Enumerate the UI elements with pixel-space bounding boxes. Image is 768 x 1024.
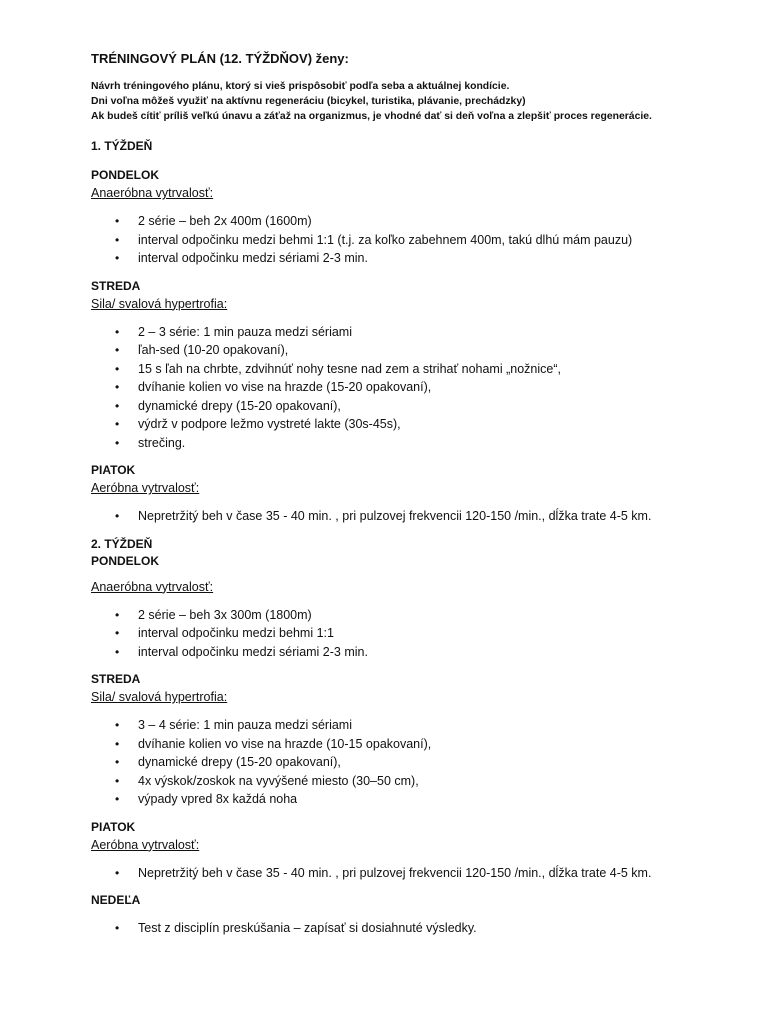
- list-item: • dynamické drepy (15-20 opakovaní),: [91, 397, 731, 416]
- list-item: • výdrž v podpore ležmo vystreté lakte (30s-45s),: [91, 415, 731, 434]
- list-item: • 2 – 3 série: 1 min pauza medzi sériami: [91, 323, 731, 342]
- intro-block: [91, 79, 731, 124]
- list-item: • 3 – 4 série: 1 min pauza medzi sériami: [91, 716, 731, 735]
- bullet-icon: •: [115, 865, 120, 880]
- week-1-monday-heading: PONDELOK: [91, 168, 160, 182]
- bullet-icon: •: [115, 435, 120, 450]
- bullet-icon: •: [115, 644, 120, 659]
- list-item: • interval odpočinku medzi sériami 2-3 min.: [91, 249, 731, 268]
- intro-line-2: Dni voľna môžeš využiť na aktívnu regeneráciu (bicykel, turistika, plávanie, prechádzky): [91, 96, 526, 107]
- bullet-icon: •: [115, 398, 120, 413]
- list-item: • 15 s ľah na chrbte, zdvihnúť nohy tesne nad zem a strihať nohami „nožnice“,: [91, 360, 731, 379]
- document-title: TRÉNINGOVÝ PLÁN (12. TÝŽDŇOV) ženy:: [91, 51, 349, 66]
- week-2-monday-list: [91, 606, 731, 662]
- week-1-friday-list: [91, 507, 731, 526]
- week-2-heading: 2. TÝŽDEŇ: [91, 536, 153, 551]
- list-item: • dynamické drepy (15-20 opakovaní),: [91, 753, 731, 772]
- bullet-icon: •: [115, 607, 120, 622]
- bullet-icon: •: [115, 626, 120, 640]
- week-1-wednesday-list: [91, 323, 731, 453]
- bullet-icon: •: [115, 324, 120, 339]
- bullet-icon: •: [115, 736, 120, 751]
- week-1-wednesday-subtitle: Sila/ svalová hypertrofia:: [91, 296, 228, 311]
- week-1-monday-subtitle: Anaeróbna vytrvalosť:: [91, 186, 214, 200]
- bullet-icon: •: [115, 509, 120, 523]
- week-2-sunday-list: [91, 919, 731, 938]
- list-item: • 2 série – beh 2x 400m (1600m): [91, 212, 731, 231]
- list-item: • interval odpočinku medzi behmi 1:1: [91, 624, 731, 643]
- list-item: • interval odpočinku medzi sériami 2-3 min.: [91, 643, 731, 662]
- list-item: • výpady vpred 8x každá noha: [91, 790, 731, 809]
- bullet-icon: •: [115, 792, 120, 806]
- bullet-icon: •: [115, 718, 120, 732]
- intro-line-1: Návrh tréningového plánu, ktorý si vieš prispôsobiť podľa seba a aktuálnej kondície.: [91, 81, 510, 92]
- week-1-monday-list: [91, 212, 731, 268]
- list-item: • 4x výskok/zoskok na vyvýšené miesto (30–50 cm),: [91, 772, 731, 791]
- list-item: • Nepretržitý beh v čase 35 - 40 min. , pri pulzovej frekvencii 120-150 /min., dĺžka trate 4-5 km.: [91, 864, 731, 883]
- week-2-friday-list: [91, 864, 731, 883]
- bullet-icon: •: [115, 251, 120, 265]
- bullet-icon: •: [115, 380, 120, 394]
- week-2-wednesday-list: [91, 716, 731, 809]
- bullet-icon: •: [115, 773, 120, 788]
- week-1-heading: 1. TÝŽDEŇ: [91, 139, 153, 153]
- week-1-friday-heading: PIATOK: [91, 463, 136, 477]
- week-2-monday-subtitle: Anaeróbna vytrvalosť:: [91, 579, 214, 594]
- list-item: • 2 série – beh 3x 300m (1800m): [91, 606, 731, 625]
- bullet-icon: •: [115, 232, 120, 247]
- list-item: • ľah-sed (10-20 opakovaní),: [91, 341, 731, 360]
- week-2-wednesday-heading: STREDA: [91, 672, 141, 686]
- bullet-icon: •: [115, 214, 120, 228]
- week-2-friday-heading: PIATOK: [91, 819, 136, 834]
- week-2-sunday-heading: NEDEĽA: [91, 893, 141, 907]
- bullet-icon: •: [115, 417, 120, 431]
- bullet-icon: •: [115, 361, 120, 376]
- list-item: • interval odpočinku medzi behmi 1:1 (t.j. za koľko zabehnem 400m, takú dlhú mám pauzu): [91, 231, 731, 250]
- bullet-icon: •: [115, 921, 120, 935]
- bullet-icon: •: [115, 755, 120, 769]
- list-item: • Nepretržitý beh v čase 35 - 40 min. , pri pulzovej frekvencii 120-150 /min., dĺžka trate 4-5 km.: [91, 507, 731, 526]
- list-item: • dvíhanie kolien vo vise na hrazde (15-20 opakovaní),: [91, 378, 731, 397]
- list-item: • Test z disciplín preskúšania – zapísať si dosiahnuté výsledky.: [91, 919, 731, 938]
- week-1-friday-subtitle: Aeróbna vytrvalosť:: [91, 481, 200, 495]
- week-2-monday-heading: PONDELOK: [91, 553, 160, 568]
- intro-line-3: Ak budeš cítiť príliš veľkú únavu a záťaž na organizmus, je vhodné dať si deň voľna a zlepšiť proces regenerácie.: [91, 111, 652, 122]
- week-1-wednesday-heading: STREDA: [91, 278, 141, 293]
- week-2-wednesday-subtitle: Sila/ svalová hypertrofia:: [91, 690, 228, 704]
- list-item: • strečing.: [91, 434, 731, 453]
- document-page: [91, 50, 731, 948]
- list-item: • dvíhanie kolien vo vise na hrazde (10-15 opakovaní),: [91, 735, 731, 754]
- bullet-icon: •: [115, 343, 120, 357]
- week-2-friday-subtitle: Aeróbna vytrvalosť:: [91, 837, 200, 852]
